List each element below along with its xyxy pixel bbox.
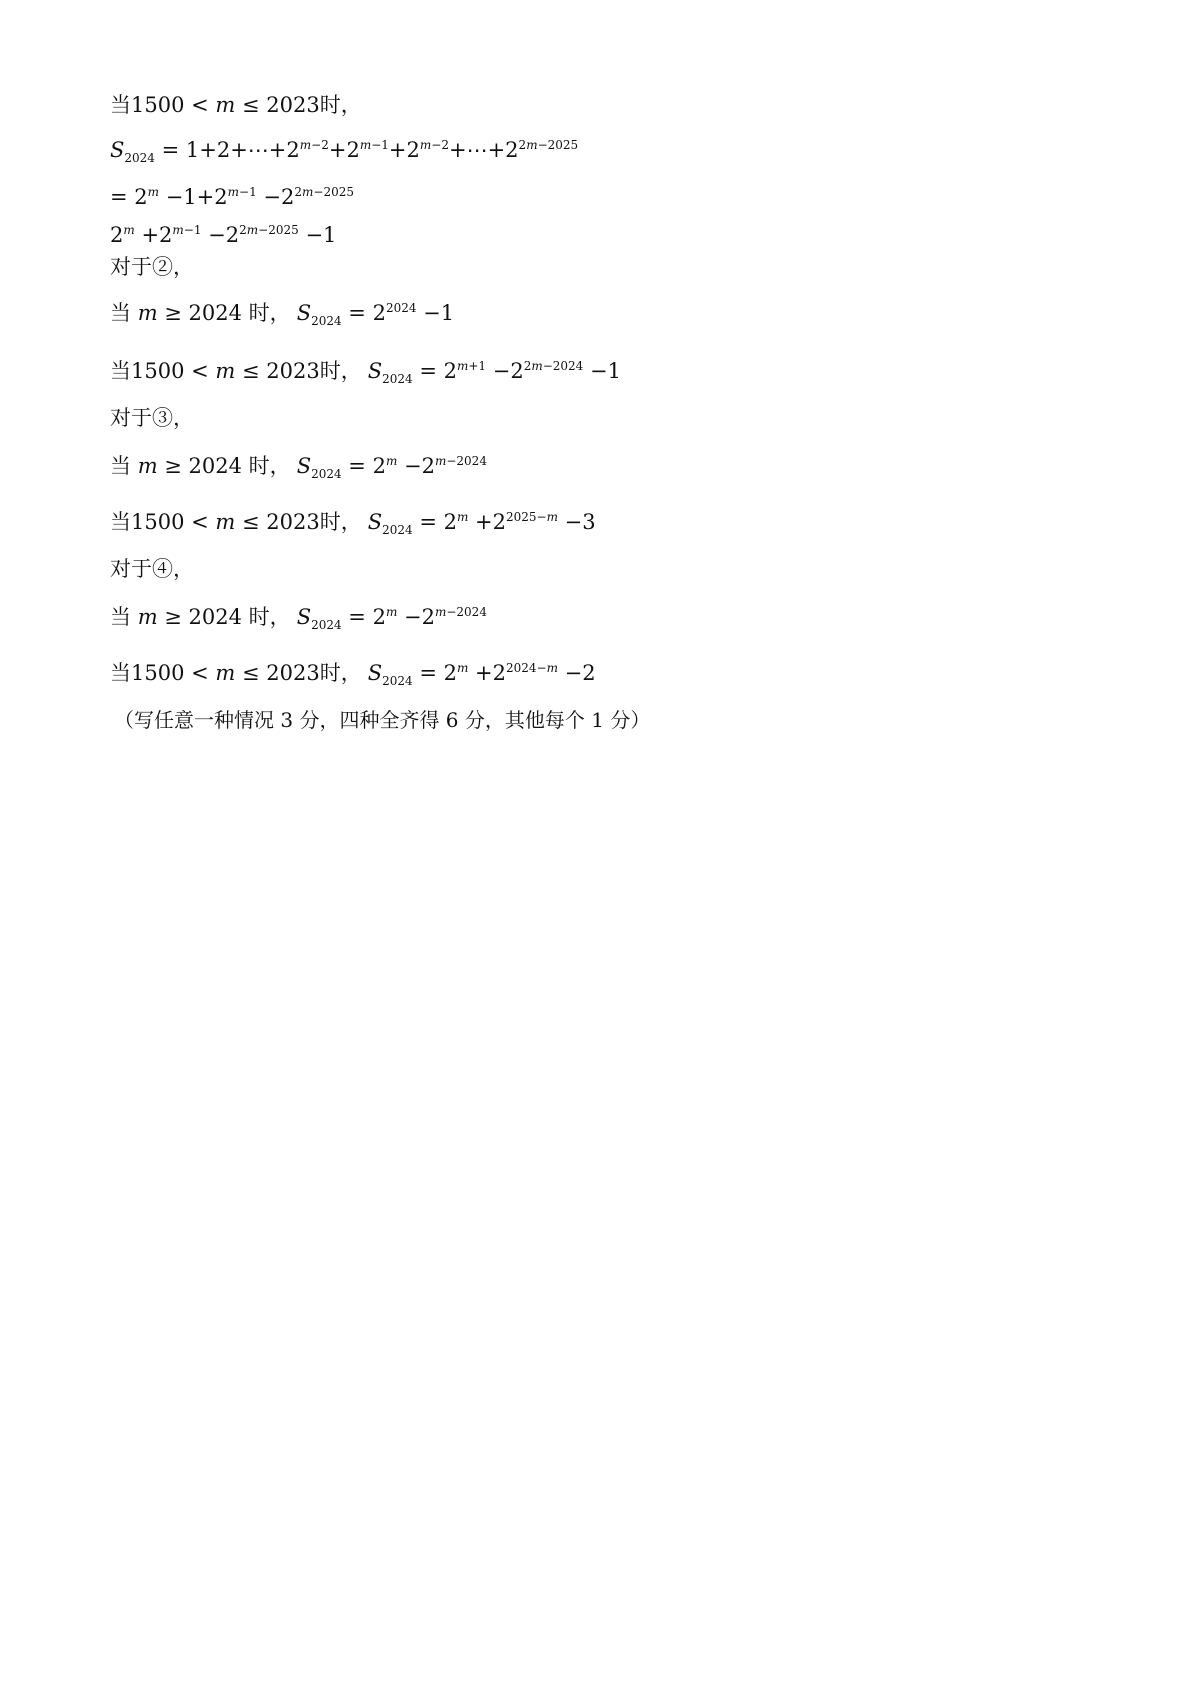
line-11: 对于④， — [110, 557, 194, 581]
line-1: 当1500 < m ≤ 2023时， — [110, 93, 362, 117]
line-7: 当1500 < m ≤ 2023时， $S_{2024} = 2^{m+1} -2^{2m-2024} -1$ — [110, 359, 621, 386]
line-6: 当 m ≥ 2024 时， $S_{2024} = 2^{2024} -1$ — [110, 301, 455, 328]
line-13: 当1500 < m ≤ 2023时， $S_{2024} = 2^m +2^{2024-m} -2$ — [110, 661, 596, 688]
line-9: 当 m ≥ 2024 时， $S_{2024} = 2^m -2^{m-2024}$ — [110, 454, 487, 481]
line-2: $S_{2024}$ = $1+2+\cdots+2^{m-2}+2^{m-1}+2^{m-2}+\cdots+2^{2m-2025}$ — [110, 138, 579, 165]
scoring-note: （写任意一种情况 3 分，四种全齐得 6 分，其他每个 1 分） — [114, 708, 651, 732]
line-12: 当 m ≥ 2024 时， $S_{2024} = 2^m -2^{m-2024}$ — [110, 605, 487, 632]
line-4: $2^m +2^{m-1} -2^{2m-2025} -1$ — [110, 223, 337, 247]
line-3: = $2^m -1+2^{m-1} -2^{2m-2025}$ — [110, 185, 354, 209]
line-8: 对于③， — [110, 406, 194, 430]
line-10: 当1500 < m ≤ 2023时， $S_{2024} = 2^m +2^{2025-m} -3$ — [110, 510, 596, 537]
line-5: 对于②， — [110, 255, 194, 279]
